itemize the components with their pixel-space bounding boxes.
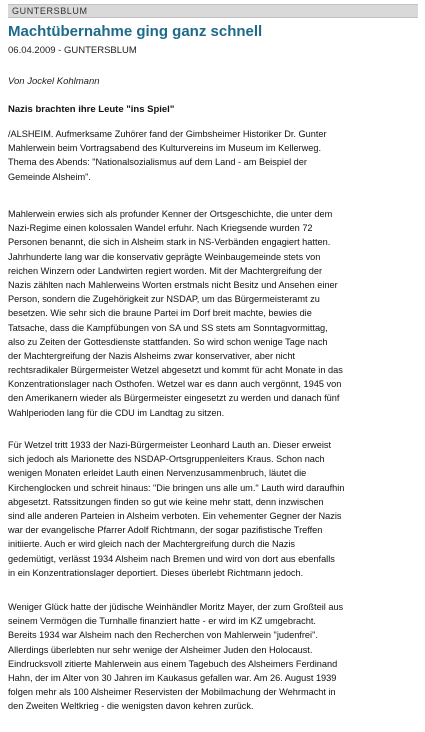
paragraph-line: Konzentrationslager nach Osthofen. Wetzel war es dann auch vergönnt, 1945 von (8, 379, 342, 390)
paragraph-line: Mahlerwein beim Vortragsabend des Kulturvereins im Museum im Kellerweg. (8, 143, 322, 154)
paragraph-line: abgesetzt. Ratssitzungen finden so gut wie keine mehr statt, denn inzwischen (8, 496, 324, 507)
paragraph-line: Weniger Glück hatte der jüdische Weinhändler Moritz Mayer, der zum Großteil aus (8, 602, 344, 612)
article-author: Von Jockel Kohlmann (8, 76, 100, 87)
paragraph-line: Allerdings überlebten nur sehr wenige der Alsheimer Juden den Holocaust. (8, 644, 313, 655)
paragraph-line: reichen Winzern oder Landwirten regiert worden. Mit der Machtergreifung der (8, 265, 323, 276)
paragraph-line: Wahlperioden lang für die CDU im Landtag zu sitzen. (8, 407, 225, 418)
paragraph-line: Mahlerwein erwies sich als profunder Kenner der Ortsgeschichte, die unter dem (8, 209, 333, 219)
paragraph-line: Kirchenglocken und schreit hinaus: "Die bringen uns alle um." Lauth wird daraufhin (8, 482, 345, 493)
paragraph-line: sind alle anderen Parteien in Alsheim verboten. Ein vehementer Gegner der Nazis (8, 510, 342, 521)
paragraph-line: rechtsradikaler Bürgermeister Wetzel abgesetzt und kommt für acht Monate in das (8, 365, 343, 376)
article-subheading: Nazis brachten ihre Leute "ins Spiel" (8, 104, 175, 115)
paragraph-line: den Zweiten Weltkrieg - die wenigsten davon kehren zurück. (8, 701, 254, 712)
paragraph-line: Gemeinde Alsheim". (8, 171, 91, 182)
article-paragraph-2 (8, 207, 420, 420)
paragraph-line: /ALSHEIM. Aufmerksame Zuhörer fand der Gimbsheimer Historiker Dr. Gunter (8, 129, 327, 139)
paragraph-line: Personen benannt, die sich in Alsheim stark in NS-Verbänden engagiert hatten. (8, 237, 331, 248)
paragraph-line: Eindrucksvoll zitierte Mahlerwein aus einem Tagebuch des Alsheimers Ferdinand (8, 658, 338, 669)
article-dateline: 06.04.2009 - GUNTERSBLUM (8, 45, 137, 56)
paragraph-line: in ein Konzentrationslager deportiert. Dieses überlebt Richtmann jedoch. (8, 567, 304, 578)
paragraph-line: wenigen Monaten erleidet Lauth einen Nervenzusammenbruch, läutet die (8, 468, 307, 479)
paragraph-line: gedemütigt, verlässt 1934 Alsheim nach Bremen und wird von dort aus ebenfalls (8, 553, 335, 564)
paragraph-line: Jahrhunderte lang war die konservativ geprägte Weinbaugemeinde stets von (8, 251, 321, 262)
paragraph-line: Nazi-Regime einen kolossalen Wandel erfuhr. Nach Kriegsende wurden 72 (8, 223, 313, 234)
paragraph-line: besetzen. Wie sehr sich die braune Partei im Dorf breit machte, bewies die (8, 308, 312, 319)
article-paragraph-3 (8, 438, 420, 580)
paragraph-line: war der evangelische Pfarrer Adolf Richtmann, der sogar pazifistische Treffen (8, 525, 323, 536)
paragraph-line: also zu Zeiten der Gottesdienste stattfanden. So wird schon wenige Tage nach (8, 336, 328, 347)
paragraph-line: den Amerikanern wieder als Bürgermeister eingesetzt zu werden und danach fünf (8, 393, 340, 404)
paragraph-line: Thema des Abends: "Nationalsozialismus auf dem Land - am Beispiel der (8, 157, 307, 168)
paragraph-line: der Machtergreifung der Nazis Alsheims zwar konservativer, aber nicht (8, 350, 295, 361)
paragraph-line: Bereits 1934 war Alsheim nach den Recherchen von Mahlerwein "judenfrei". (8, 630, 318, 641)
article-paragraph-1 (8, 127, 420, 184)
paragraph-line: folgen mehr als 100 Alsheimer Reservisten der Mobilmachung der Wehrmacht in (8, 687, 336, 698)
paragraph-line: sich jedoch als Marionette des NSDAP-Ortsgruppenleiters Kraus. Schon nach (8, 454, 325, 465)
article-title: Machtübernahme ging ganz schnell (8, 23, 263, 40)
section-header-bar (8, 4, 418, 18)
paragraph-line: Für Wetzel tritt 1933 der Nazi-Bürgermeister Leonhard Lauth an. Dieser erweist (8, 440, 332, 450)
paragraph-line: seinem Vermögen die Turnhalle finanziert hatte - er wird im KZ umgebracht. (8, 616, 316, 627)
section-label: GUNTERSBLUM (12, 6, 88, 16)
paragraph-line: Person, sondern die Zugehörigkeit zur NSDAP, um das Bürgermeisteramt zu (8, 294, 320, 305)
paragraph-line: Nazis zählten nach Mahlerweins Worten erstmals nicht Besitz und Ansehen einer (8, 279, 338, 290)
paragraph-line: Tatsache, dass die Kampfübungen von SA und SS stets am Sonntagvormittag, (8, 322, 328, 333)
paragraph-line: initiierte. Auch er wird gleich nach der Machtergreifung durch die Nazis (8, 539, 295, 550)
article-paragraph-4 (8, 600, 420, 714)
paragraph-line: Hahn, der im Alter von 30 Jahren im Kaukasus gefallen war. Am 26. August 1939 (8, 672, 337, 683)
